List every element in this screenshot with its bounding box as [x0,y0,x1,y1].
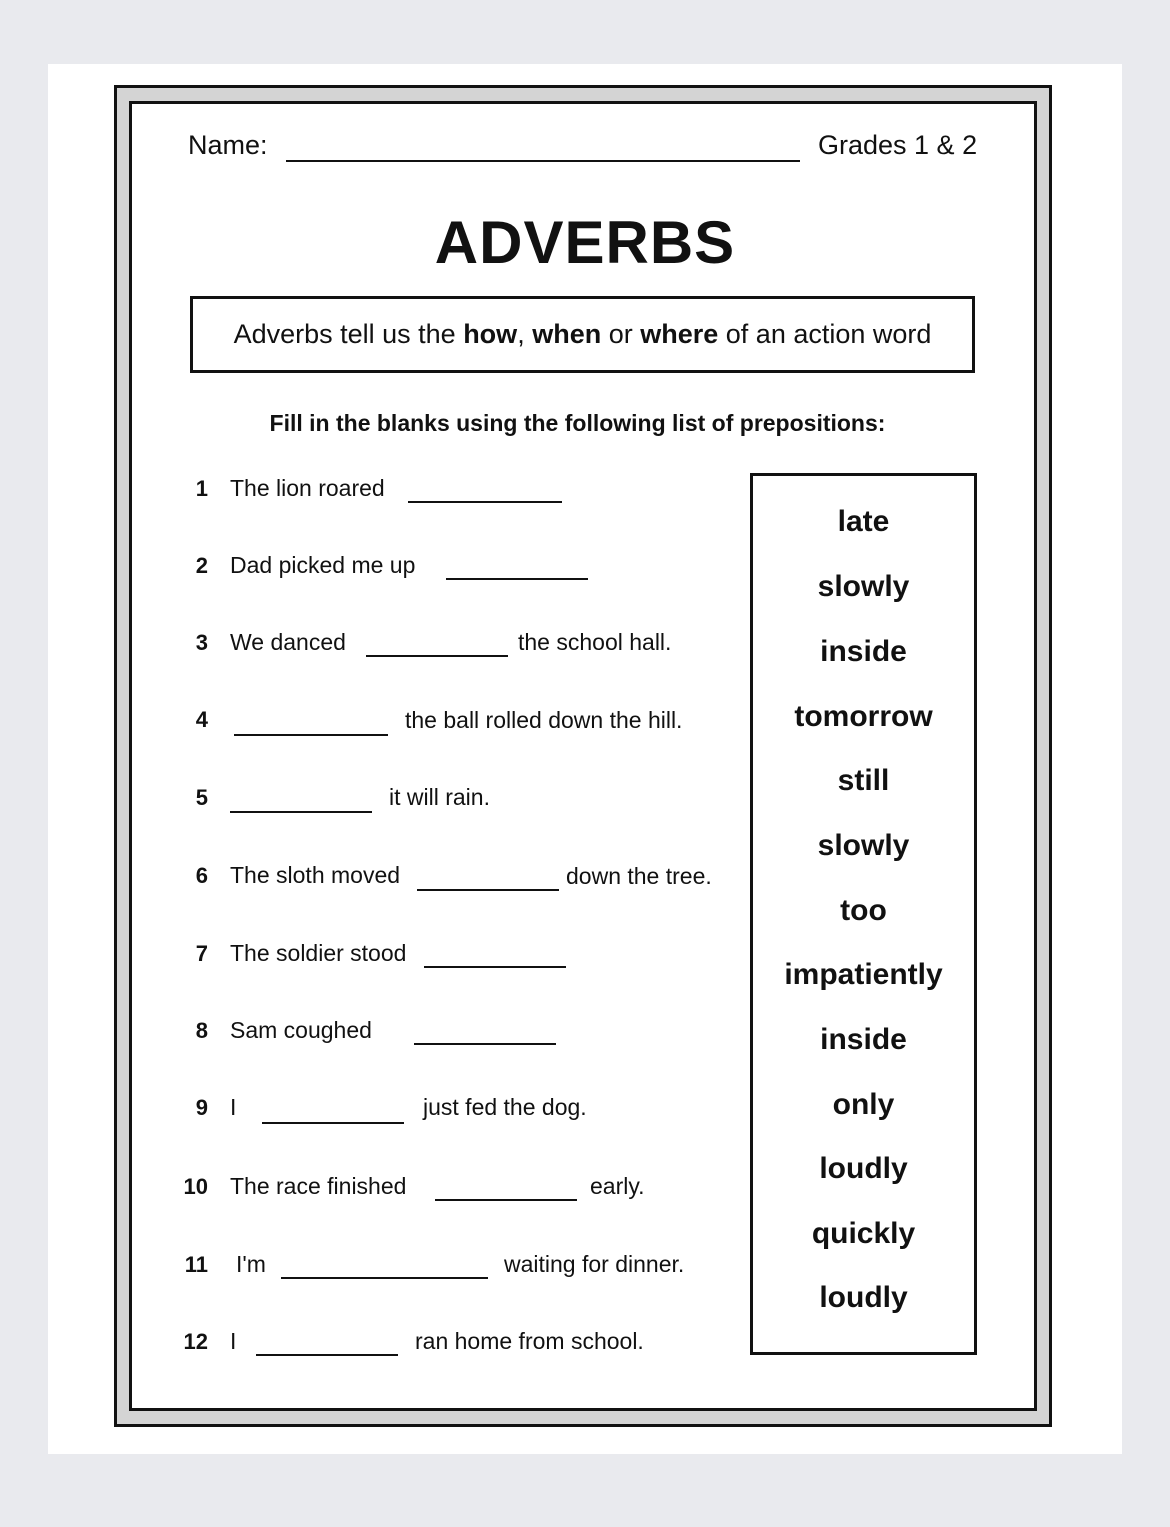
answer-blank[interactable] [230,811,372,813]
question-text-before: Dad picked me up [230,552,416,578]
question-number: 3 [195,630,208,655]
question-text-before: The sloth moved [230,862,401,888]
word-bank-item: late [837,505,890,538]
definition-sep2: or [601,319,641,349]
question-number: 10 [183,1174,208,1199]
question-text-after: waiting for dinner. [504,1251,685,1277]
question-text-after: it will rain. [389,784,490,810]
question-number: 7 [195,941,208,966]
question-number: 6 [195,863,208,888]
answer-blank[interactable] [234,734,388,736]
page-title: ADVERBS [434,209,736,276]
word-bank-item: slowly [817,829,910,862]
word-bank-item: inside [820,1023,907,1056]
question-number: 12 [183,1329,208,1354]
definition-sep1: , [517,319,533,349]
question-text-after: ran home from school. [415,1328,644,1354]
word-bank-item: impatiently [784,958,943,991]
word-bank-item: quickly [811,1217,916,1250]
word-bank-item: still [837,764,890,797]
question-text-before: I [230,1328,237,1354]
question-text-after: just fed the dog. [423,1094,587,1120]
question-number: 4 [195,707,208,732]
answer-blank[interactable] [408,501,562,503]
word-bank-item: too [840,894,887,927]
question-text-before: The lion roared [230,475,385,501]
definition-how: how [463,319,518,349]
definition-box [190,296,975,373]
word-bank-item: slowly [817,570,910,603]
definition-suffix: of an action word [718,319,932,349]
question-number: 2 [195,553,208,578]
answer-blank[interactable] [262,1122,404,1124]
answer-blank[interactable] [446,578,588,580]
question-text-before: Sam coughed [230,1017,372,1043]
question-text-before: We danced [230,629,346,655]
question-number: 11 [184,1252,208,1277]
question-text-before: I'm [236,1251,266,1277]
definition-where: where [640,319,719,349]
definition-when: when [532,319,602,349]
question-text-after: the school hall. [518,629,672,655]
name-field[interactable] [286,160,800,162]
word-bank-item: inside [820,635,907,668]
question-number: 8 [195,1018,208,1043]
question-text-before: I [230,1094,237,1120]
instructions: Fill in the blanks using the following list of prepositions: [269,410,886,436]
answer-blank[interactable] [366,655,508,657]
word-bank-item: tomorrow [794,700,933,733]
answer-blank[interactable] [435,1199,577,1201]
question-number: 1 [195,476,208,501]
question-text-after: down the tree. [566,863,712,889]
answer-blank[interactable] [414,1043,556,1045]
question-text-after: the ball rolled down the hill. [405,707,683,733]
answer-blank[interactable] [417,889,559,891]
answer-blank[interactable] [281,1277,488,1279]
grade-label: Grades 1 & 2 [818,130,978,160]
question-text-after: early. [590,1173,645,1199]
answer-blank[interactable] [424,966,566,968]
word-bank-item: loudly [819,1281,908,1314]
question-text-before: The race finished [230,1173,407,1199]
definition-prefix: Adverbs tell us the [233,319,464,349]
answer-blank[interactable] [256,1354,398,1356]
question-number: 5 [195,785,208,810]
name-label: Name: [188,130,268,160]
question-text-before: The soldier stood [230,940,407,966]
word-bank-item: loudly [819,1152,908,1185]
word-bank-item: only [832,1088,895,1121]
question-number: 9 [195,1095,208,1120]
